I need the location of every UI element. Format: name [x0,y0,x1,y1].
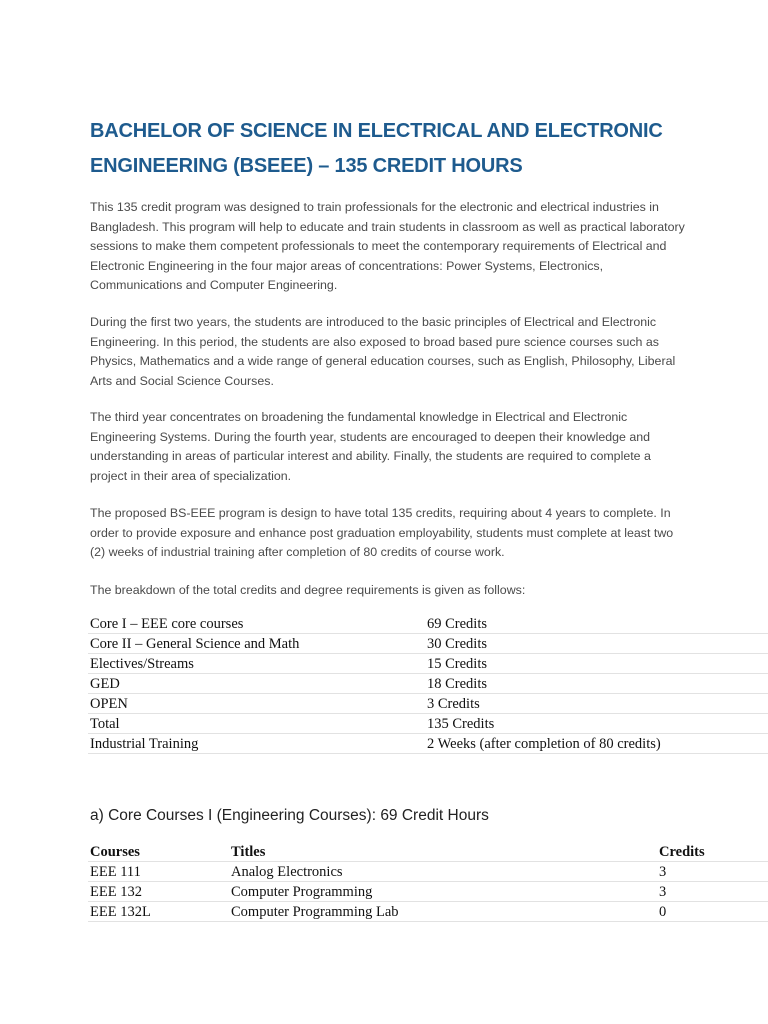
table-header-row [88,842,768,862]
requirement-name-cell: OPEN [88,694,425,714]
requirement-name-cell: Core II – General Science and Math [88,634,425,654]
first-two-years-paragraph: During the first two years, the students are introduced to the basic principles of Electrical and Electronic Engineering. In this period, the students are also exposed to broad based pure science courses such as Physics, Mathematics and a wide range of general education courses, such as English, Philosophy, Liberal Arts and Social Science Courses. [90,315,676,388]
requirement-name-cell: Total [88,714,425,734]
titles-column-header: Titles [229,842,657,862]
course-code-cell: EEE 132L [88,902,229,922]
table-row [88,634,768,654]
course-code-cell: EEE 111 [88,862,229,882]
credits-breakdown-table [88,614,768,754]
requirement-credits-cell: 30 Credits [425,634,768,654]
table-row [88,882,768,902]
requirement-name-cell: Industrial Training [88,734,425,754]
table-row [88,734,768,754]
breakdown-intro-paragraph: The breakdown of the total credits and degree requirements is given as follows: [90,583,526,597]
third-fourth-year-paragraph: The third year concentrates on broadening the fundamental knowledge in Electrical and Electronic Engineering Systems. During the fourth year, students are encouraged to deepen their knowledge and understanding in areas of particular interest and ability. Finally, the students are required to complete a project in their area of specialization. [90,410,651,483]
table-row [88,862,768,882]
course-credits-cell: 3 [657,882,768,902]
intro-paragraph: This 135 credit program was designed to train professionals for the electronic and electrical industries in Bangladesh. This program will help to educate and train students in classroom as well as practical laboratory sessions to make them competent professionals to meet the contemporary requirements of Electrical and Electronic Engineering in the four major areas of concentrations: Power Systems, Electronics, Communications and Computer Engineering. [90,200,685,292]
credits-column-header: Credits [657,842,768,862]
requirement-name-cell: Core I – EEE core courses [88,614,425,634]
course-code-cell: EEE 132 [88,882,229,902]
requirement-credits-cell: 15 Credits [425,654,768,674]
page-title: BACHELOR OF SCIENCE IN ELECTRICAL AND ELECTRONIC ENGINEERING (BSEEE) – 135 CREDIT HOURS [90,120,663,177]
table-row [88,614,768,634]
requirement-credits-cell: 3 Credits [425,694,768,714]
requirement-credits-cell: 18 Credits [425,674,768,694]
table-row [88,902,768,922]
core-courses-table [88,842,768,922]
core-courses-heading: a) Core Courses I (Engineering Courses): 69 Credit Hours [90,807,489,824]
table-row [88,694,768,714]
course-title-cell: Computer Programming [229,882,657,902]
program-credits-paragraph: The proposed BS-EEE program is design to have total 135 credits, requiring about 4 years to complete. In order to provide exposure and enhance post graduation employability, students must complete at least two (2) weeks of industrial training after completion of 80 credits of course work. [90,506,674,559]
table-row [88,714,768,734]
table-row [88,654,768,674]
requirement-credits-cell: 2 Weeks (after completion of 80 credits) [425,734,768,754]
course-title-cell: Computer Programming Lab [229,902,657,922]
table-row [88,674,768,694]
course-credits-cell: 3 [657,862,768,882]
requirement-name-cell: Electives/Streams [88,654,425,674]
requirement-credits-cell: 69 Credits [425,614,768,634]
course-credits-cell: 0 [657,902,768,922]
requirement-credits-cell: 135 Credits [425,714,768,734]
requirement-name-cell: GED [88,674,425,694]
course-title-cell: Analog Electronics [229,862,657,882]
courses-column-header: Courses [88,842,229,862]
